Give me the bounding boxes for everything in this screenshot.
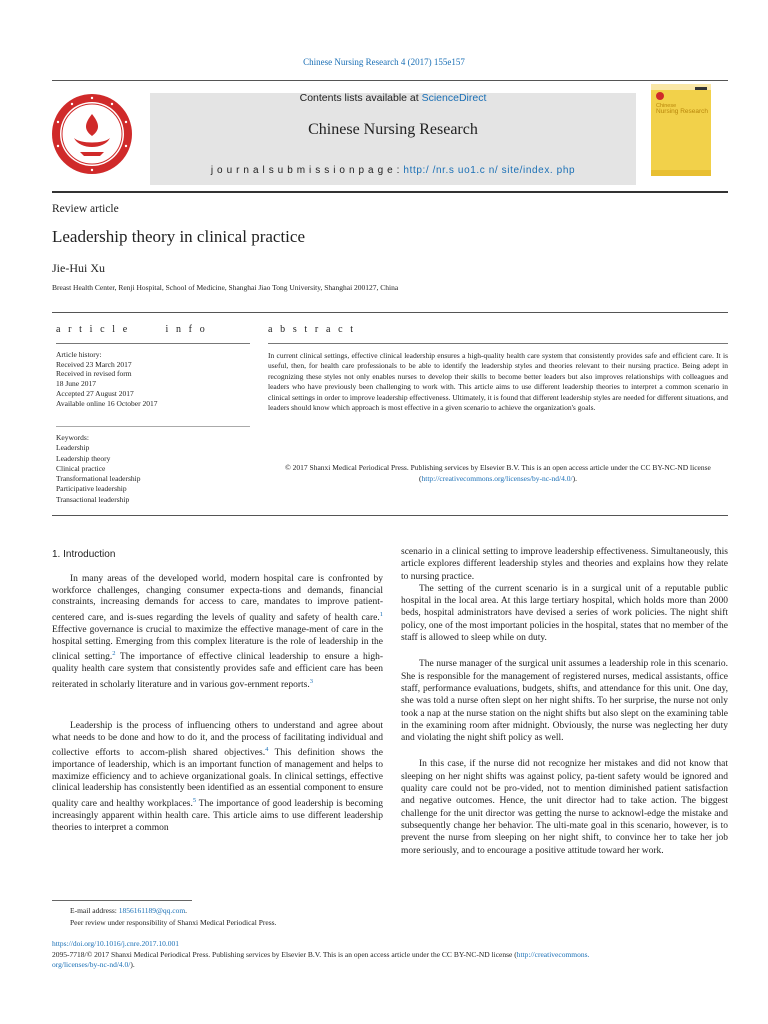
contents-prefix: Contents lists available at [299,92,422,104]
citation-ref[interactable]: 2 [112,650,116,658]
body-column-left [52,574,383,834]
paragraph-text: Effective governance is crucial to maximize the effective manage-ment of care in the hospital setting. Emerging from this complex literature is the role of leadership in the clinical setting. [52,624,383,663]
citation-ref[interactable]: 4 [265,746,269,754]
paragraph-text: Leadership is the process of influencing others to understand and agree about what needs to be done and how to do it, and the process of facilitating individual and collective efforts to accom-plish shared objectives. [52,720,383,759]
footnote [70,905,276,929]
paragraph-text: In many areas of the developed world, modern hospital care is confronted by workforce challenges, changing consumer expecta-tions and demands, financial constraints, increasing demands for access to care, mandates to improve patient-centered care, and is-sues regarding the levels of quality and safety of health care. [52,574,383,624]
paragraph-text: The importance of good leadership is becoming increasingly apparent within health care. This article aims to use different leadership theories to interpret a common [52,799,383,833]
paragraph-text: This definition shows the importance of leadership, which is an important function of management and helps to maximize efficiency and to achieve organizational goals. In clinical settings, effective clinical leadership has consistently been identified as an essential component to ensure quality care and healthy workplaces. [52,748,383,810]
keyword: Participative leadership [56,484,127,494]
author-name: Jie-Hui Xu [52,261,105,275]
email-label: E-mail address: [70,906,119,915]
paragraph: In this case, if the nurse did not recognize her mistakes and did not know that sleeping on her night shifts was against policy, pa-tient safety would be ignored and quality care could not be pro-vided, not to mention diminished patient satisfaction and negative outcomes. Hence, the unit director had to take action. The biggest challenge for the unit director was getting the nurse to acknowl-edge the mistake and subsequently change her behavior. The ulti-mate goal in this scenario, however, is to prevent the nurse from sleeping on her night shift, to convince her to take her job more seriously, and to encourage a positive attitude toward her work. [401,759,728,856]
article-title: Leadership theory in clinical practice [52,227,305,246]
info-top-rule [52,312,728,313]
paragraph [52,574,383,692]
contents-line [150,92,636,104]
abstract-rule [268,343,728,344]
section-heading: 1. Introduction [52,549,116,560]
author-affiliation: Breast Health Center, Renji Hospital, School of Medicine, Shanghai Jiao Tong University, Shanghai 200127, China [52,283,399,292]
license-url-cont[interactable]: org/licenses/by-nc-nd/4.0/ [52,960,131,969]
abstract-copyright [268,462,728,484]
keyword: Clinical practice [56,463,106,473]
email-end: . [185,906,188,915]
keyword: Keywords: [56,433,89,442]
cover-title [656,103,708,115]
license-text: 2095-7718/© 2017 Shanxi Medical Periodical Press. Publishing services by Elsevier B.V. This is an open access article under the CC BY-NC-ND license ( [52,949,517,959]
keyword: Transactional leadership [56,494,130,504]
citation-ref[interactable]: 1 [379,611,383,619]
banner-bottom-rule [52,191,728,193]
copyright-text: © 2017 Shanxi Medical Periodical Press. Publishing services by Elsevier B.V. This is an open access article under the CC BY-NC-ND license ( [285,463,711,483]
history-divider [56,426,250,427]
article-history [56,350,246,408]
citation-ref[interactable]: 3 [309,677,313,685]
history-line: Accepted 27 August 2017 [56,388,134,398]
paragraph [52,721,383,835]
license-statement [52,950,728,971]
keyword: Leadership [56,443,90,453]
info-rule [56,343,250,344]
history-line: Article history: [56,350,102,359]
footnote-rule [52,900,192,901]
paragraph-text: The importance of effective clinical leadership to ensure a high-quality health care system that consistently provides safe and efficient care has been reiterated in scholarly literature and in various gov-ernment reports. [52,652,383,691]
journal-name: Chinese Nursing Research [308,121,478,138]
license-end: ). [130,960,135,969]
article-type: Review article [52,203,119,215]
homepage-link[interactable]: http:/ /nr.s uo1.c n/ site/index. php [403,165,576,176]
license-url[interactable]: http://creativecommons. [516,949,590,959]
history-line: Received in revised form [56,369,132,379]
doi-link[interactable]: https://doi.org/10.1016/j.cnre.2017.10.001 [52,939,179,948]
copyright-end: ). [572,474,577,483]
history-line: 18 June 2017 [56,379,96,389]
sciencedirect-link[interactable]: ScienceDirect [421,92,487,104]
cover-title-line2: Nursing Research [656,108,709,115]
cover-title-line1: Chinese [656,103,677,109]
homepage-prefix: j o u r n a l s u b m i s s i o n p a g e : [210,165,404,176]
peer-review-note: Peer review under responsibility of Shanxi Medical Periodical Press. [70,918,277,927]
abstract-bottom-rule [52,515,728,516]
paragraph: The setting of the current scenario is in a surgical unit of a reputable public hospital in the local area. At this large tertiary hospital, which holds more than 2000 beds, hospital administrators have devised a series of work policies. The night shift policy, one of the most important policies in the hospital, states that no member of the staff is allowed to sleep while on duty. [401,583,728,644]
header-top-rule [52,80,728,81]
citation-ref[interactable]: 5 [192,797,197,805]
article-info-heading: a r t i c l e i n f o [56,324,208,335]
running-head[interactable]: Chinese Nursing Research 4 (2017) 155e157 [303,57,465,67]
history-line: Received 23 March 2017 [56,359,132,369]
paragraph: The nurse manager of the surgical unit assumes a leadership role in this scenario. She is responsible for the management of registered nurses, medical assistants, office staff, performance evaluations, budgets, shifts, and attendance for this unit. One day, she was told a nurse often slept on her night shifts. To her surprise, the nurse not only took a nap at the nurse station on the night shifts but also slept on the examining table in the examining room after midnight. Obviously, the nurse was neglecting her duty and violating the night shift policy as well. [401,659,728,744]
keyword: Leadership theory [56,453,111,463]
email-link[interactable]: 1856161189@qq.com [118,906,186,915]
journal-cover-thumbnail[interactable] [651,84,711,176]
history-line: Available online 16 October 2017 [56,398,158,408]
bottom-info [52,939,728,971]
keywords-list [56,433,246,505]
body-column-right [401,546,728,857]
keyword: Transformational leadership [56,474,141,484]
email-line [70,905,276,917]
abstract-text: In current clinical settings, effective clinical leadership ensures a high-quality health care system that consistently provides safe and efficient care. It is useful, then, for health care professionals to be able to identify the leadership styles and theories relevant to their nursing practice. Being adept in recognizing these styles not only enables nurses to develop their skills to become better leaders but also improves relationships with colleagues and leaders who have previously been challenging to work with. This article aims to use different leadership theories to interpret a common scenario in clinical settings in order to improve leadership effectiveness. Ultimately, it is found that different leadership styles are needed for different situations, and leaders should know which approach is most effective in a given scenario to achieve the organization's goals. [268,351,728,413]
paragraph: scenario in a clinical setting to improve leadership effectiveness. Simultaneously, this article explores different leadership styles and theories and explains how they relate to nursing practice. [401,547,728,582]
license-link[interactable]: http://creativecommons.org/licenses/by-nc-nd/4.0/ [421,474,573,483]
publisher-logo-icon [50,92,134,176]
abstract-heading: a b s t r a c t [268,324,356,335]
journal-homepage-line [150,165,636,176]
cover-art-icon [651,84,711,176]
